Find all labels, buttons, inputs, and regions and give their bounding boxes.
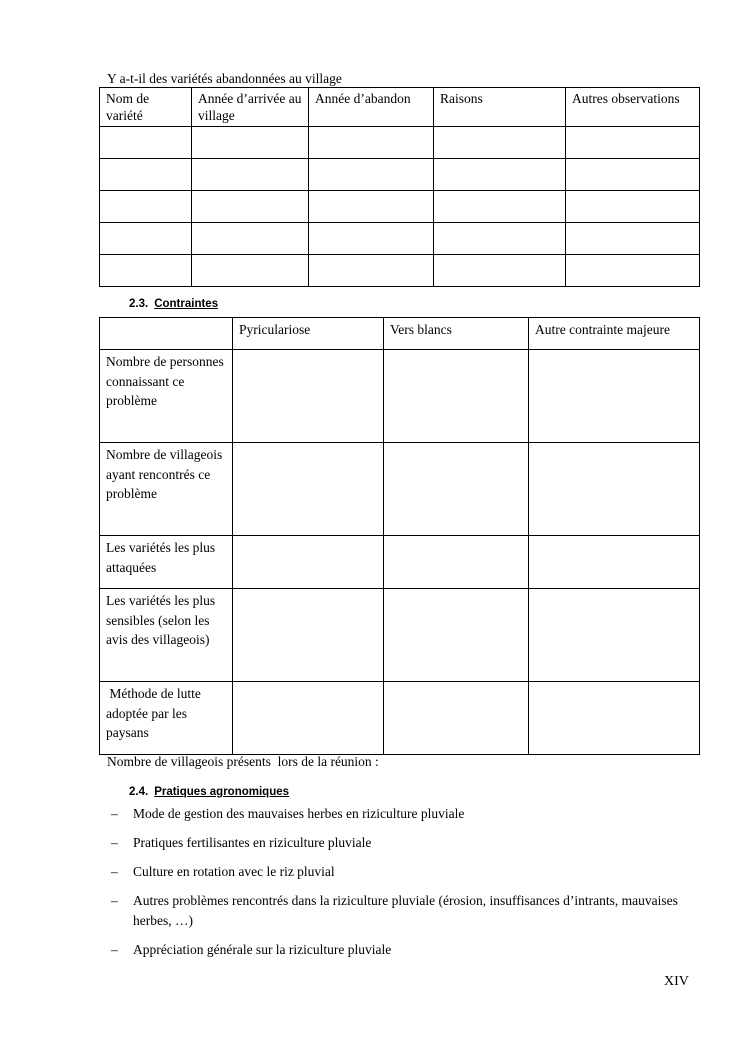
section-heading-contraintes xyxy=(129,298,218,310)
table-cell[interactable] xyxy=(100,127,192,159)
table-cell[interactable] xyxy=(192,159,309,191)
table-header-row xyxy=(100,318,700,350)
table-cell[interactable] xyxy=(100,223,192,255)
table-cell[interactable] xyxy=(192,127,309,159)
table-row xyxy=(100,223,700,255)
table-cell[interactable] xyxy=(384,350,529,443)
row-label: Les variétés les plus sensibles (selon les avis des villageois) xyxy=(100,589,233,682)
villagers-present-note: Nombre de villageois présents lors de la réunion : xyxy=(107,754,379,769)
header-autres-observations: Autres observations xyxy=(566,88,700,127)
table-cell[interactable] xyxy=(233,682,384,755)
table-cell[interactable] xyxy=(434,191,566,223)
table-cell[interactable] xyxy=(233,536,384,589)
table-row xyxy=(100,682,700,755)
dash-bullet: – xyxy=(111,864,118,879)
table-cell[interactable] xyxy=(529,443,700,536)
table-cell[interactable] xyxy=(434,159,566,191)
table-cell[interactable] xyxy=(100,159,192,191)
table-row xyxy=(100,255,700,287)
row-label: Nombre de villageois ayant rencontrés ce problème xyxy=(100,443,233,536)
section-heading-pratiques xyxy=(129,786,289,798)
table-cell[interactable] xyxy=(309,223,434,255)
table-cell[interactable] xyxy=(566,159,700,191)
list-item xyxy=(108,862,698,882)
table-cell[interactable] xyxy=(233,443,384,536)
header-autre-contrainte: Autre contrainte majeure xyxy=(529,318,700,350)
dash-bullet: – xyxy=(111,942,118,957)
table-cell[interactable] xyxy=(192,223,309,255)
table-row xyxy=(100,350,700,443)
header-pyriculariose: Pyriculariose xyxy=(233,318,384,350)
table-cell[interactable] xyxy=(566,191,700,223)
list-item-text: Mode de gestion des mauvaises herbes en riziculture pluviale xyxy=(133,806,465,821)
table-cell[interactable] xyxy=(233,589,384,682)
section-title: Pratiques agronomiques xyxy=(154,786,290,798)
table-cell[interactable] xyxy=(566,127,700,159)
header-nom-variete: Nom de variété xyxy=(100,88,192,127)
constraints-table xyxy=(99,317,700,755)
header-annee-arrivee: Année d’arrivée au village xyxy=(192,88,309,127)
dash-bullet: – xyxy=(111,835,118,850)
table-row xyxy=(100,443,700,536)
table-cell[interactable] xyxy=(529,589,700,682)
list-item xyxy=(108,833,698,853)
list-item xyxy=(108,891,698,931)
list-item-text: Culture en rotation avec le riz pluvial xyxy=(133,864,335,879)
list-item xyxy=(108,940,698,960)
header-raisons: Raisons xyxy=(434,88,566,127)
dash-bullet: – xyxy=(111,893,118,908)
table-cell[interactable] xyxy=(566,255,700,287)
table-cell[interactable] xyxy=(529,536,700,589)
table-row xyxy=(100,589,700,682)
table-cell[interactable] xyxy=(192,255,309,287)
list-item-text: Autres problèmes rencontrés dans la riziculture pluviale (érosion, insuffisances d’intrants, mauvaises herbes, …) xyxy=(133,893,678,928)
table-cell[interactable] xyxy=(434,255,566,287)
table-cell[interactable] xyxy=(529,682,700,755)
table-row xyxy=(100,191,700,223)
table-cell[interactable] xyxy=(434,127,566,159)
dash-bullet: – xyxy=(111,806,118,821)
row-label: Méthode de lutte adoptée par les paysans xyxy=(100,682,233,755)
list-item-text: Appréciation générale sur la riziculture pluviale xyxy=(133,942,392,957)
table-cell[interactable] xyxy=(100,255,192,287)
table-cell[interactable] xyxy=(309,255,434,287)
table-cell[interactable] xyxy=(233,350,384,443)
table-cell[interactable] xyxy=(384,589,529,682)
table-row xyxy=(100,127,700,159)
table-cell[interactable] xyxy=(529,350,700,443)
section-number: 2.4. xyxy=(129,786,149,798)
section-number: 2.3. xyxy=(129,298,149,310)
table-cell[interactable] xyxy=(100,191,192,223)
table-cell[interactable] xyxy=(192,191,309,223)
list-item xyxy=(108,804,698,824)
table-row xyxy=(100,536,700,589)
table-cell[interactable] xyxy=(309,191,434,223)
row-label: Les variétés les plus attaquées xyxy=(100,536,233,589)
table-row xyxy=(100,159,700,191)
header-annee-abandon: Année d’abandon xyxy=(309,88,434,127)
table-header-row xyxy=(100,88,700,127)
table-cell[interactable] xyxy=(384,443,529,536)
table-cell[interactable] xyxy=(384,682,529,755)
table-cell[interactable] xyxy=(384,536,529,589)
abandoned-varieties-table xyxy=(99,87,700,287)
header-empty xyxy=(100,318,233,350)
table-cell[interactable] xyxy=(309,127,434,159)
table-cell[interactable] xyxy=(309,159,434,191)
page-number: XIV xyxy=(664,974,689,989)
header-vers-blancs: Vers blancs xyxy=(384,318,529,350)
table-cell[interactable] xyxy=(434,223,566,255)
row-label: Nombre de personnes connaissant ce problème xyxy=(100,350,233,443)
table-cell[interactable] xyxy=(566,223,700,255)
abandoned-varieties-question: Y a-t-il des variétés abandonnées au village xyxy=(107,71,342,86)
section-title: Contraintes xyxy=(154,298,219,310)
practices-list xyxy=(108,804,698,969)
list-item-text: Pratiques fertilisantes en riziculture pluviale xyxy=(133,835,372,850)
